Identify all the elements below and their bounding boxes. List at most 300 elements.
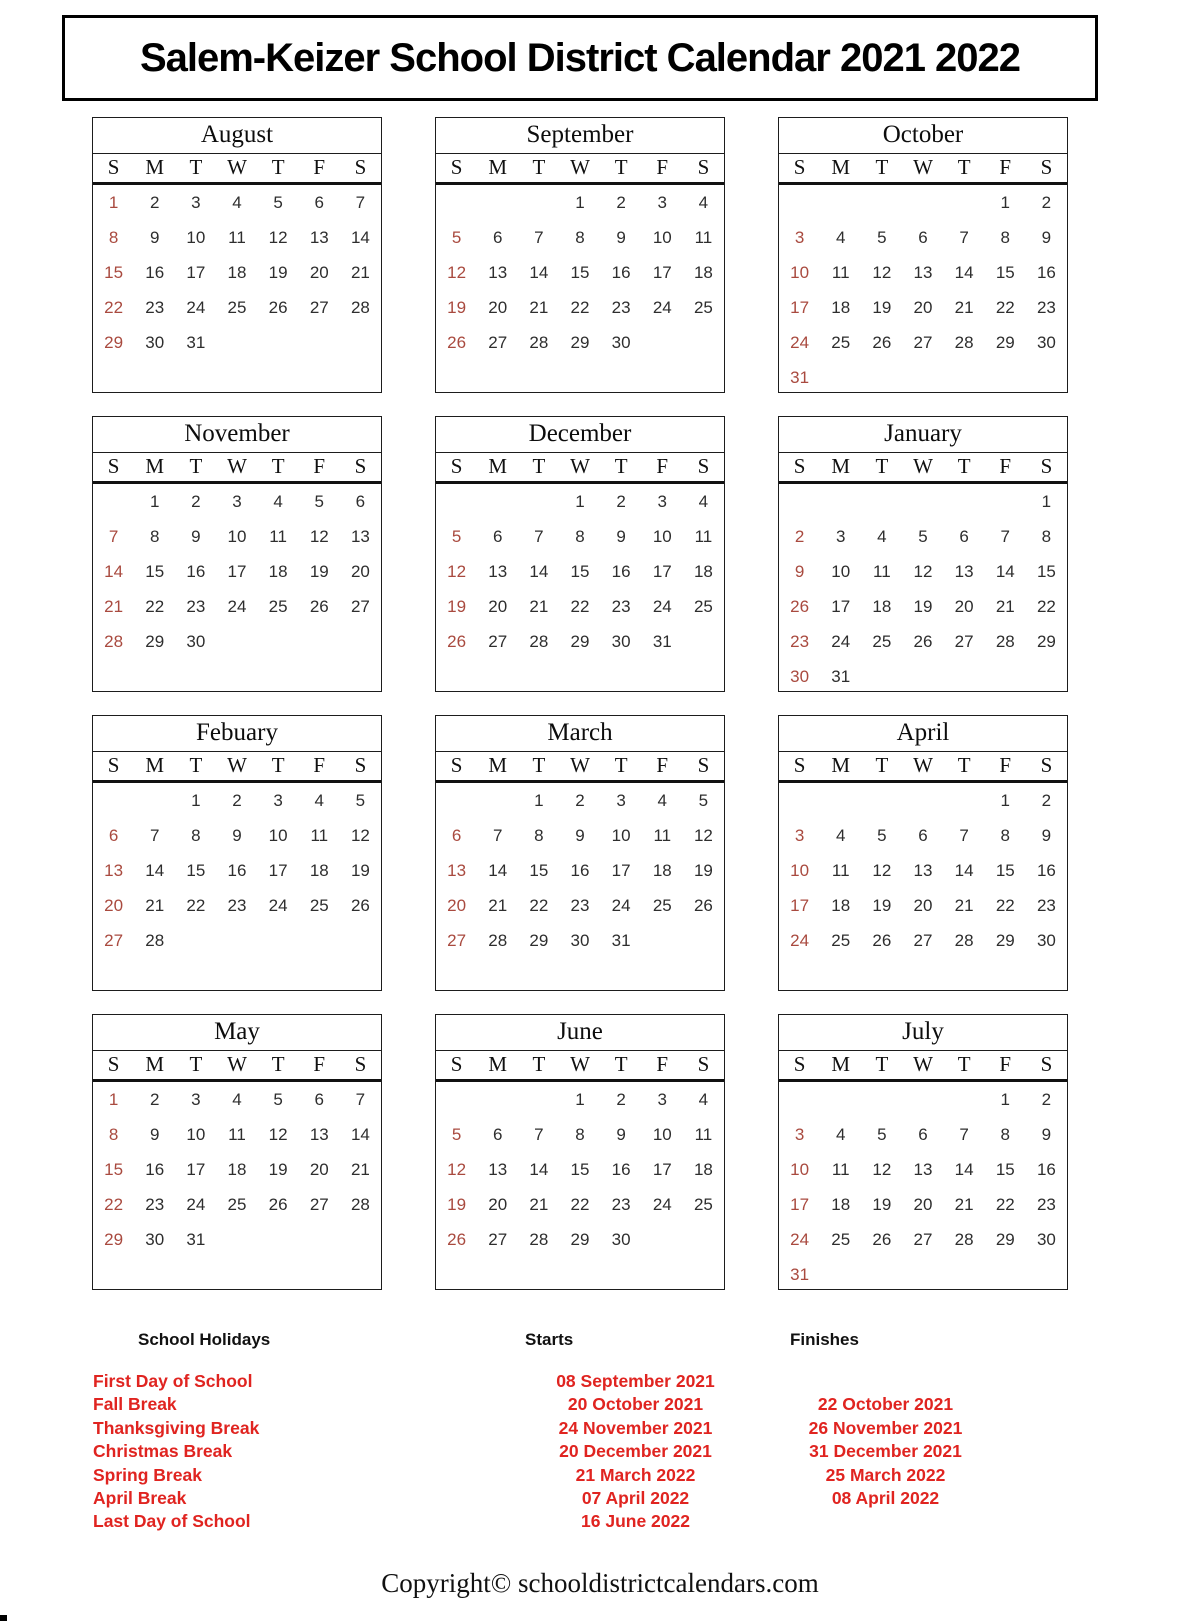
day-cell: 21 (954, 1195, 974, 1214)
weekday-header-row (436, 154, 724, 185)
day-cell: 16 (227, 861, 247, 880)
weekday-label: T (957, 454, 971, 478)
week-row (436, 325, 724, 360)
holiday-name: Fall Break (93, 1394, 177, 1415)
month-title: October (779, 118, 1067, 154)
weekday-label: F (313, 454, 326, 478)
empty-cell (258, 923, 299, 958)
day-cell: 28 (529, 632, 549, 651)
empty-cell (779, 484, 820, 519)
empty-cell (134, 783, 175, 818)
empty-cell (820, 1257, 861, 1290)
day-cell: 4 (232, 1090, 242, 1109)
empty-cell (518, 484, 559, 519)
week-row (93, 589, 381, 624)
weekday-label: F (999, 155, 1012, 179)
day-cell: 4 (698, 492, 709, 511)
day-cell: 20 (309, 1160, 329, 1179)
week-row (779, 853, 1067, 888)
day-cell: 30 (611, 333, 631, 352)
day-cell: 3 (191, 1090, 201, 1109)
day-cell: 21 (995, 597, 1015, 616)
day-cell: 5 (451, 1125, 462, 1144)
month-title: December (436, 417, 724, 453)
empty-cell (944, 185, 985, 220)
day-cell: 27 (488, 333, 508, 352)
month-title: July (779, 1015, 1067, 1051)
day-cell: 31 (652, 632, 672, 651)
day-cell: 10 (652, 1125, 672, 1144)
day-cell: 20 (447, 896, 467, 915)
day-cell: 18 (693, 263, 713, 282)
day-cell: 9 (191, 527, 201, 546)
day-cell: 5 (877, 826, 887, 845)
legend-header-finishes: Finishes (790, 1330, 859, 1349)
week-row (436, 255, 724, 290)
weekday-label: F (656, 1052, 669, 1076)
day-cell: 11 (228, 228, 246, 247)
week-row (436, 519, 724, 554)
weekday-label: F (313, 155, 326, 179)
weekday-label: S (450, 753, 463, 777)
day-cell: 25 (309, 896, 329, 915)
empty-cell (299, 923, 340, 958)
week-row (779, 255, 1067, 290)
legend-holiday-names (93, 1370, 413, 1534)
week-row (93, 853, 381, 888)
day-cell: 27 (954, 632, 974, 651)
weekday-label: S (697, 454, 710, 478)
empty-cell (944, 1257, 985, 1290)
weekday-label: S (354, 753, 367, 777)
month-febuary (92, 715, 382, 991)
day-cell: 6 (355, 492, 366, 511)
week-row (779, 484, 1067, 519)
holiday-finish-date: 26 November 2021 (808, 1417, 963, 1438)
week-row (779, 589, 1067, 624)
weekday-label: T (271, 1052, 285, 1076)
day-cell: 11 (694, 1125, 713, 1144)
day-cell: 30 (1036, 333, 1056, 352)
week-row (779, 783, 1067, 818)
day-cell: 3 (657, 492, 667, 511)
week-row (779, 888, 1067, 923)
day-cell: 23 (145, 1195, 165, 1214)
months-grid (92, 117, 1068, 1290)
day-cell: 24 (227, 597, 247, 616)
weekday-label: T (532, 753, 546, 777)
week-row (436, 484, 724, 519)
day-cell: 4 (835, 228, 846, 247)
day-cell: 19 (872, 298, 892, 317)
weekday-header-row (436, 1051, 724, 1082)
holiday-start-date: 20 December 2021 (559, 1441, 712, 1462)
day-cell: 20 (488, 597, 508, 616)
calendar-title-box (62, 15, 1098, 101)
day-cell: 12 (693, 826, 713, 845)
day-cell: 12 (309, 527, 329, 546)
weekday-header-row (779, 1051, 1067, 1082)
day-cell: 19 (309, 562, 329, 581)
day-cell: 20 (104, 896, 124, 915)
week-row (779, 1152, 1067, 1187)
day-cell: 15 (104, 263, 124, 282)
day-cell: 27 (447, 931, 467, 950)
day-cell: 16 (186, 562, 206, 581)
day-cell: 27 (913, 333, 933, 352)
day-cell: 18 (227, 263, 247, 282)
day-cell: 13 (488, 1160, 508, 1179)
month-september (435, 117, 725, 393)
empty-cell (683, 1222, 724, 1257)
day-cell: 26 (693, 896, 713, 915)
empty-cell (779, 1082, 820, 1117)
day-cell: 3 (657, 1090, 667, 1109)
day-cell: 11 (873, 562, 891, 581)
day-cell: 1 (575, 193, 585, 212)
day-cell: 23 (611, 1195, 631, 1214)
day-cell: 2 (616, 1090, 626, 1109)
day-cell: 17 (790, 298, 810, 317)
empty-cell (944, 783, 985, 818)
day-cell: 13 (913, 1160, 933, 1179)
day-cell: 18 (693, 562, 713, 581)
day-cell: 24 (186, 1195, 206, 1214)
empty-cell (683, 923, 724, 958)
empty-cell (861, 1082, 902, 1117)
weekday-label: M (145, 1052, 165, 1076)
holiday-start-date: 16 June 2022 (581, 1511, 690, 1532)
empty-cell (820, 1082, 861, 1117)
day-cell: 10 (268, 826, 288, 845)
day-cell: 13 (309, 228, 329, 247)
day-cell: 13 (913, 861, 933, 880)
day-cell: 29 (570, 1230, 590, 1249)
empty-cell (340, 325, 381, 360)
day-cell: 1 (1000, 791, 1010, 810)
day-cell: 10 (652, 228, 672, 247)
day-cell: 26 (350, 896, 370, 915)
empty-cell (820, 185, 861, 220)
holiday-start-date: 20 October 2021 (567, 1394, 704, 1415)
week-row (779, 1222, 1067, 1257)
day-cell: 7 (534, 1125, 544, 1144)
weekday-label: M (831, 155, 851, 179)
empty-cell (477, 484, 518, 519)
day-cell: 5 (877, 1125, 887, 1144)
week-row (93, 624, 381, 659)
day-cell: 4 (698, 193, 709, 212)
empty-cell (477, 185, 518, 220)
day-cell: 6 (314, 1090, 324, 1109)
day-cell: 2 (1041, 1090, 1052, 1109)
day-cell: 8 (534, 826, 544, 845)
day-cell: 5 (451, 527, 462, 546)
day-cell: 16 (1036, 1160, 1056, 1179)
month-november (92, 416, 382, 692)
day-cell: 24 (652, 597, 672, 616)
holiday-start-date: 21 March 2022 (575, 1464, 696, 1485)
day-cell: 8 (1000, 228, 1010, 247)
week-row (436, 589, 724, 624)
day-cell: 22 (529, 896, 549, 915)
day-cell: 3 (794, 1125, 805, 1144)
day-cell: 16 (1036, 263, 1056, 282)
weekday-header-row (779, 453, 1067, 484)
day-cell: 4 (657, 791, 667, 810)
day-cell: 2 (191, 492, 201, 511)
day-cell: 28 (529, 1230, 549, 1249)
weekday-label: F (313, 1052, 326, 1076)
day-cell: 18 (831, 896, 851, 915)
holiday-name: April Break (93, 1487, 187, 1508)
empty-cell (436, 185, 477, 220)
day-cell: 12 (913, 562, 933, 581)
day-cell: 11 (694, 527, 713, 546)
weekday-header-row (779, 154, 1067, 185)
day-cell: 30 (611, 1230, 631, 1249)
day-cell: 28 (954, 931, 974, 950)
weekday-label: W (570, 454, 590, 478)
empty-cell (216, 624, 257, 659)
day-cell: 30 (790, 667, 810, 686)
empty-cell (1026, 1257, 1067, 1290)
day-cell: 14 (488, 861, 508, 880)
week-row (436, 554, 724, 589)
day-cell: 18 (872, 597, 892, 616)
day-cell: 2 (149, 193, 160, 212)
day-cell: 8 (1041, 527, 1052, 546)
day-cell: 24 (790, 333, 810, 352)
day-cell: 15 (570, 263, 590, 282)
day-cell: 14 (995, 562, 1015, 581)
day-cell: 26 (447, 632, 467, 651)
day-cell: 27 (309, 1195, 329, 1214)
day-cell: 20 (913, 298, 933, 317)
empty-cell (258, 325, 299, 360)
day-cell: 15 (104, 1160, 124, 1179)
weekday-label: T (875, 753, 889, 777)
weekday-label: S (697, 753, 710, 777)
weekday-label: T (957, 1052, 971, 1076)
day-cell: 14 (529, 562, 549, 581)
week-row (436, 1152, 724, 1187)
empty-cell (902, 1082, 943, 1117)
empty-cell (944, 1082, 985, 1117)
day-cell: 11 (310, 826, 329, 845)
day-cell: 1 (149, 492, 160, 511)
day-cell: 14 (529, 1160, 549, 1179)
empty-cell (518, 1082, 559, 1117)
holiday-finish-date: 25 March 2022 (825, 1464, 946, 1485)
weekday-label: T (614, 1052, 628, 1076)
day-cell: 7 (534, 527, 544, 546)
empty-cell (779, 185, 820, 220)
day-cell: 4 (698, 1090, 709, 1109)
empty-cell (642, 1222, 683, 1257)
day-cell: 9 (232, 826, 242, 845)
weekday-label: S (793, 155, 806, 179)
month-title: Febuary (93, 716, 381, 752)
day-cell: 24 (611, 896, 631, 915)
empty-cell (985, 360, 1026, 393)
day-cell: 27 (104, 931, 124, 950)
weekday-label: T (875, 454, 889, 478)
month-june (435, 1014, 725, 1290)
week-row (779, 1082, 1067, 1117)
day-cell: 23 (1036, 298, 1056, 317)
day-cell: 11 (831, 861, 850, 880)
day-cell: 25 (693, 298, 713, 317)
week-row (93, 1082, 381, 1117)
day-cell: 14 (145, 861, 165, 880)
weekday-label: T (957, 155, 971, 179)
weekday-label: T (614, 155, 628, 179)
day-cell: 1 (575, 1090, 585, 1109)
week-row (779, 923, 1067, 958)
empty-cell (299, 624, 340, 659)
day-cell: 20 (954, 597, 974, 616)
weekday-label: S (793, 1052, 806, 1076)
week-row (436, 888, 724, 923)
weekday-label: S (793, 454, 806, 478)
day-cell: 3 (273, 791, 283, 810)
day-cell: 1 (1041, 492, 1052, 511)
month-may (92, 1014, 382, 1290)
weekday-label: S (107, 155, 120, 179)
weekday-header-row (779, 752, 1067, 783)
weekday-header-row (436, 453, 724, 484)
weekday-label: S (354, 454, 367, 478)
holiday-legend (0, 1330, 1200, 1545)
day-cell: 7 (492, 826, 503, 845)
week-row (436, 923, 724, 958)
day-cell: 13 (488, 562, 508, 581)
day-cell: 12 (268, 228, 288, 247)
day-cell: 6 (918, 1125, 928, 1144)
weekday-label: M (145, 753, 165, 777)
day-cell: 10 (652, 527, 672, 546)
day-cell: 15 (995, 861, 1015, 880)
day-cell: 23 (227, 896, 247, 915)
day-cell: 22 (995, 896, 1015, 915)
day-cell: 4 (877, 527, 887, 546)
day-cell: 5 (698, 791, 709, 810)
empty-cell (861, 360, 902, 393)
day-cell: 29 (529, 931, 549, 950)
day-cell: 2 (616, 193, 626, 212)
day-cell: 30 (570, 931, 590, 950)
weekday-label: T (271, 753, 285, 777)
day-cell: 25 (831, 1230, 851, 1249)
day-cell: 28 (104, 632, 124, 651)
day-cell: 21 (104, 597, 124, 616)
day-cell: 10 (227, 527, 247, 546)
empty-cell (820, 484, 861, 519)
day-cell: 13 (913, 263, 933, 282)
weekday-label: W (570, 753, 590, 777)
holiday-name: Spring Break (93, 1464, 202, 1485)
day-cell: 26 (872, 1230, 892, 1249)
legend-header-holidays: School Holidays (138, 1330, 271, 1349)
day-cell: 21 (529, 1195, 549, 1214)
weekday-label: W (227, 753, 247, 777)
day-cell: 2 (1041, 193, 1052, 212)
day-cell: 24 (186, 298, 206, 317)
week-row (93, 923, 381, 958)
weekday-label: F (999, 454, 1012, 478)
day-cell: 13 (309, 1125, 329, 1144)
day-cell: 17 (611, 861, 631, 880)
week-row (436, 1222, 724, 1257)
day-cell: 23 (570, 896, 590, 915)
day-cell: 8 (108, 228, 119, 247)
weekday-header-row (93, 453, 381, 484)
day-cell: 21 (529, 597, 549, 616)
week-row (779, 290, 1067, 325)
weekday-label: T (532, 1052, 546, 1076)
day-cell: 29 (145, 632, 165, 651)
day-cell: 26 (447, 333, 467, 352)
day-cell: 14 (350, 1125, 370, 1144)
day-cell: 22 (570, 298, 590, 317)
day-cell: 8 (1000, 1125, 1010, 1144)
empty-cell (258, 1222, 299, 1257)
empty-cell (902, 659, 943, 692)
weekday-label: F (313, 753, 326, 777)
day-cell: 10 (790, 861, 810, 880)
day-cell: 22 (1036, 597, 1056, 616)
day-cell: 29 (570, 632, 590, 651)
day-cell: 15 (995, 263, 1015, 282)
week-row (779, 1257, 1067, 1290)
day-cell: 24 (652, 298, 672, 317)
day-cell: 6 (451, 826, 462, 845)
holiday-finish-date: 31 December 2021 (809, 1441, 962, 1462)
day-cell: 18 (652, 861, 672, 880)
day-cell: 25 (652, 896, 672, 915)
empty-cell (518, 185, 559, 220)
holiday-name: Last Day of School (93, 1511, 251, 1532)
day-cell: 17 (227, 562, 247, 581)
day-cell: 6 (959, 527, 969, 546)
day-cell: 10 (790, 263, 810, 282)
scan-artifact (0, 1615, 7, 1621)
week-row (779, 659, 1067, 692)
day-cell: 5 (877, 228, 887, 247)
day-cell: 6 (918, 826, 928, 845)
week-row (93, 484, 381, 519)
day-cell: 31 (186, 333, 206, 352)
day-cell: 9 (794, 562, 805, 581)
week-row (436, 1117, 724, 1152)
day-cell: 20 (913, 896, 933, 915)
weekday-label: S (1040, 753, 1053, 777)
month-title: November (93, 417, 381, 453)
week-row (93, 220, 381, 255)
month-title: March (436, 716, 724, 752)
day-cell: 27 (913, 1230, 933, 1249)
week-row (93, 1222, 381, 1257)
day-cell: 7 (108, 527, 119, 546)
day-cell: 3 (794, 228, 805, 247)
day-cell: 15 (570, 1160, 590, 1179)
empty-cell (944, 484, 985, 519)
weekday-label: T (189, 454, 203, 478)
day-cell: 29 (995, 931, 1015, 950)
week-row (93, 783, 381, 818)
day-cell: 1 (108, 1090, 119, 1109)
